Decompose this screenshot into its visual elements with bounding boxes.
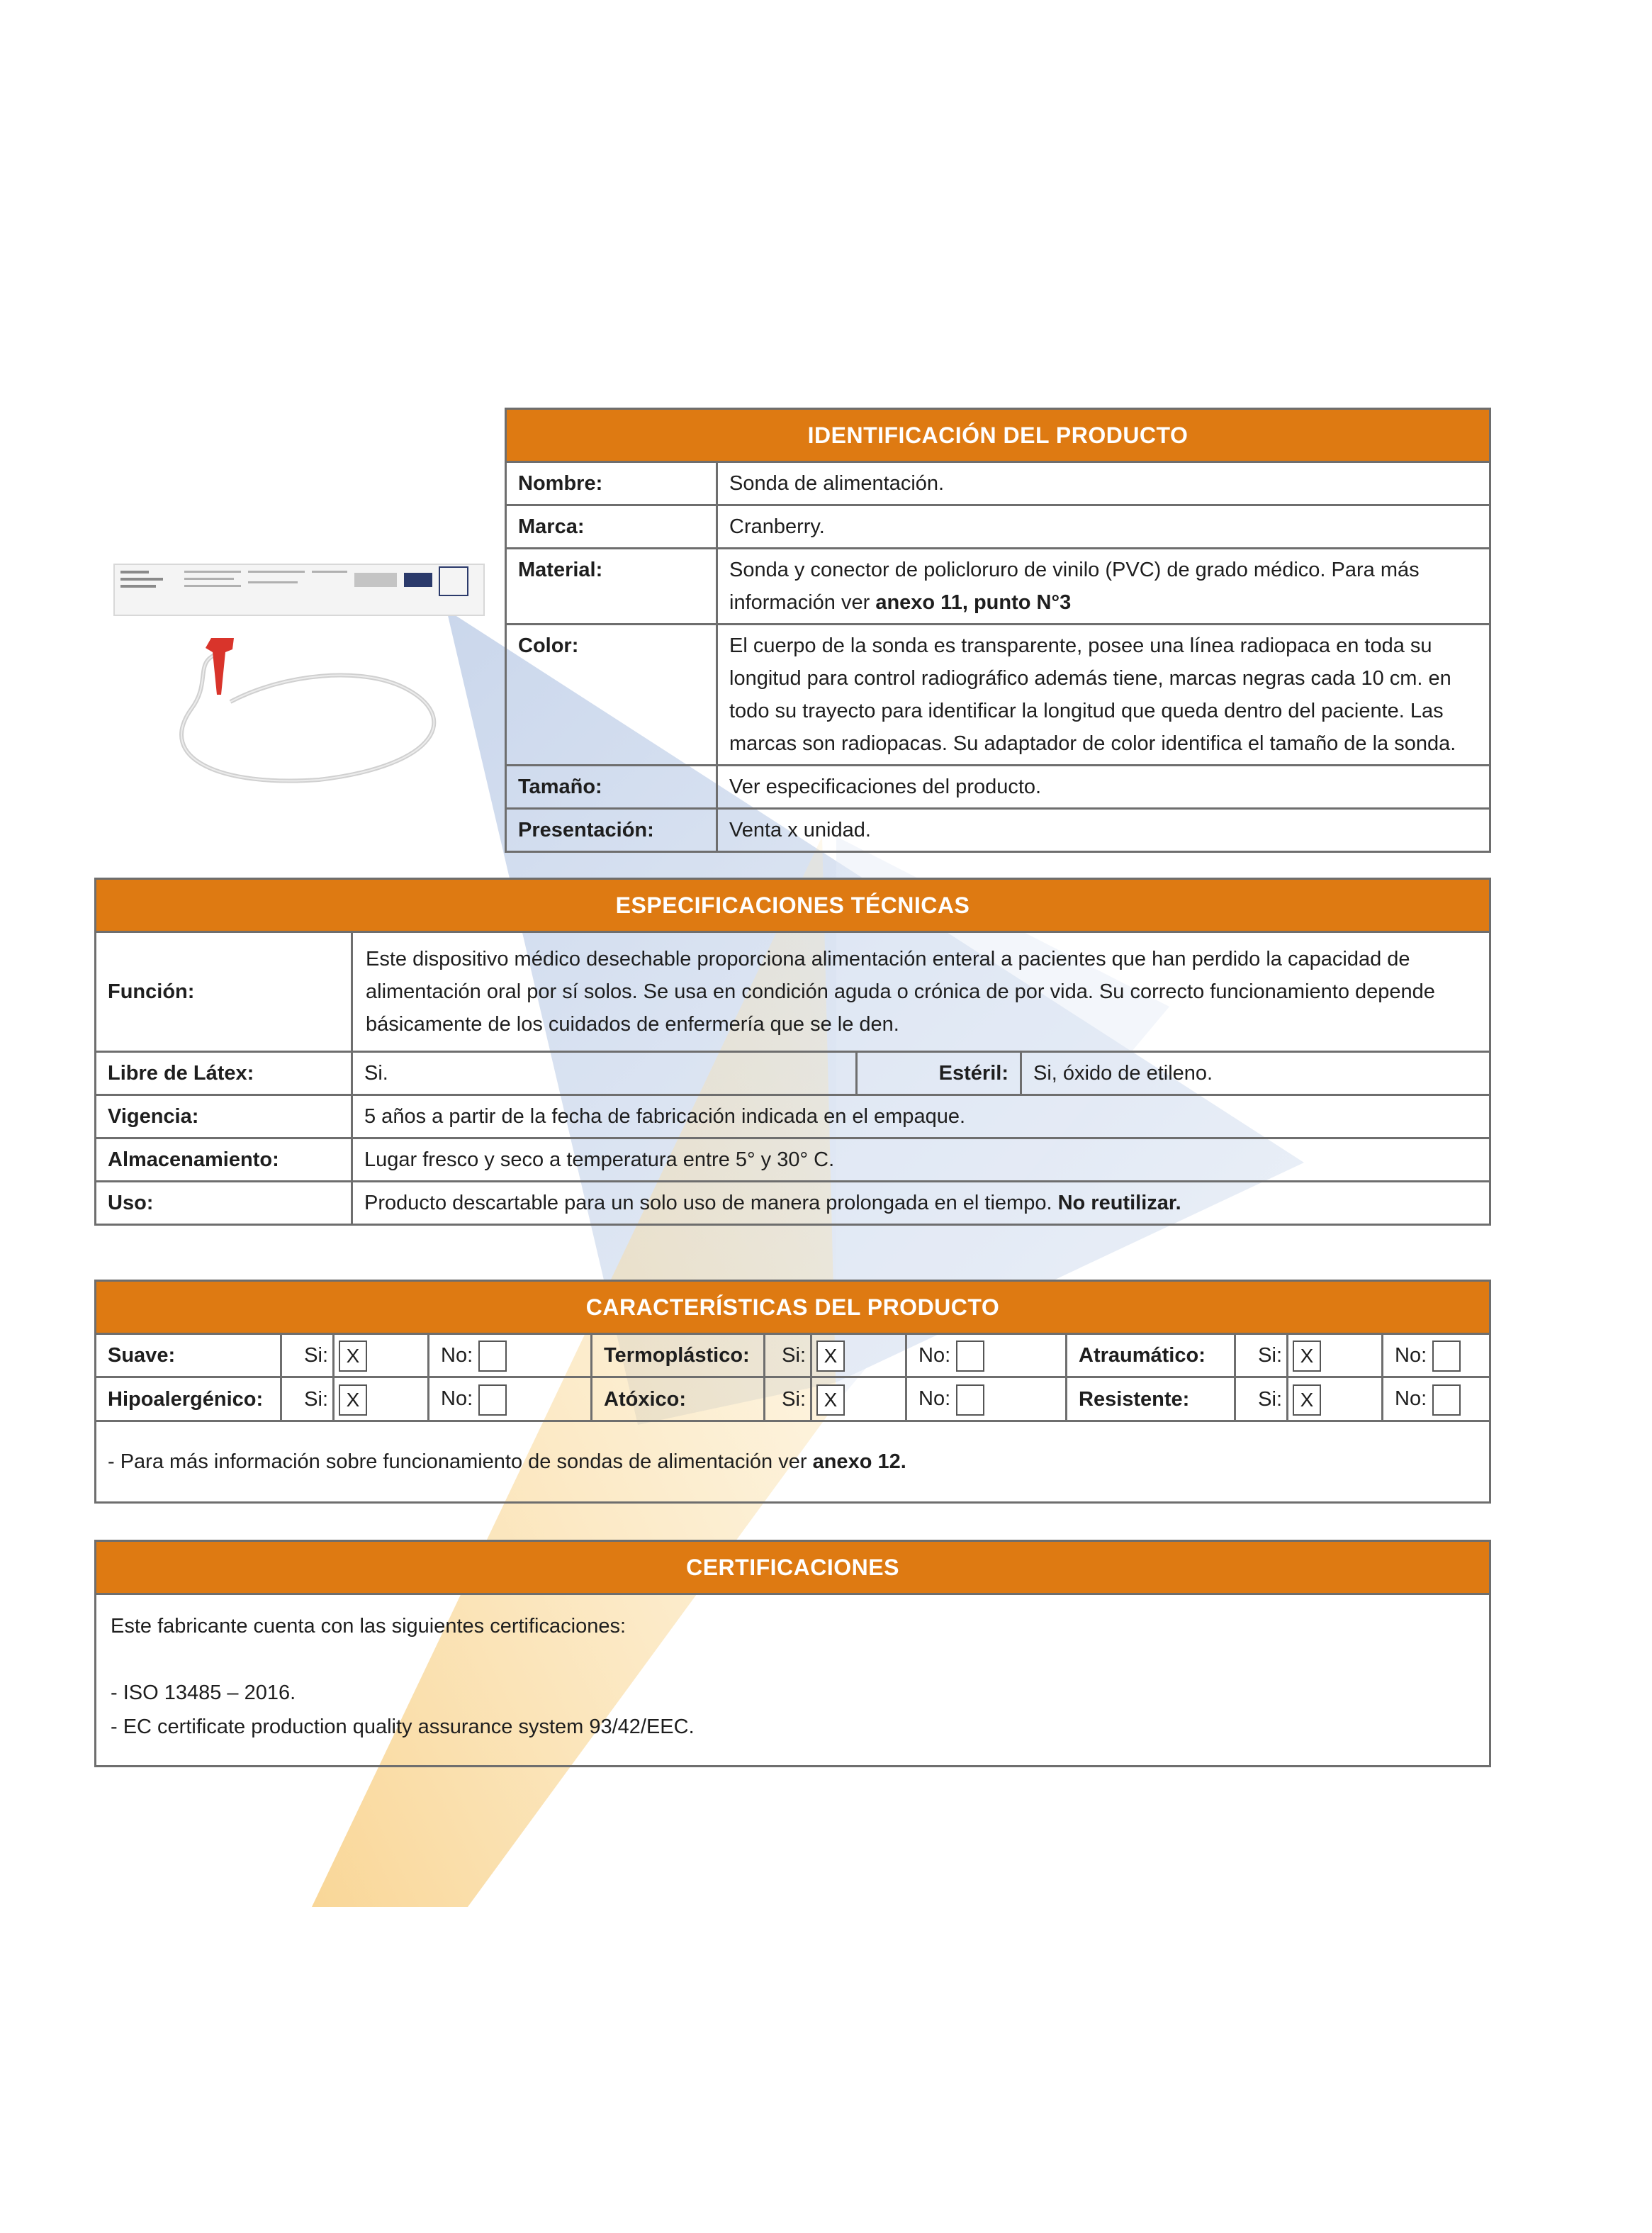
certificacion-item: - ISO 13485 – 2016. bbox=[111, 1681, 296, 1704]
no-label: No: bbox=[441, 1387, 473, 1411]
si-label: Si: bbox=[765, 1377, 811, 1421]
especificaciones-table bbox=[94, 878, 1491, 1226]
uso-text: Producto descartable para un solo uso de manera prolongada en el tiempo. bbox=[364, 1192, 1058, 1214]
no-cell bbox=[1383, 1377, 1490, 1421]
table-row bbox=[506, 625, 1490, 766]
funcion-label: Función: bbox=[96, 932, 352, 1052]
checkbox-box: X bbox=[816, 1384, 845, 1416]
no-cell bbox=[429, 1334, 592, 1377]
anexo-reference: anexo 11, punto N°3 bbox=[875, 591, 1072, 614]
atraumatico-label: Atraumático: bbox=[1067, 1334, 1235, 1377]
vigencia-label: Vigencia: bbox=[96, 1095, 352, 1138]
table-row bbox=[96, 1421, 1490, 1502]
no-checkbox[interactable] bbox=[1432, 1384, 1461, 1416]
table-row bbox=[96, 1182, 1490, 1225]
no-label: No: bbox=[918, 1344, 951, 1367]
tube-connector bbox=[206, 638, 234, 695]
latex-label: Libre de Látex: bbox=[96, 1052, 352, 1095]
si-checkbox[interactable] bbox=[811, 1334, 906, 1377]
table-row bbox=[96, 932, 1490, 1052]
almacen-label: Almacenamiento: bbox=[96, 1138, 352, 1182]
no-checkbox[interactable] bbox=[1432, 1341, 1461, 1372]
certificaciones-intro: Este fabricante cuenta con las siguientes certificaciones: bbox=[111, 1615, 626, 1638]
no-label: No: bbox=[1395, 1387, 1427, 1411]
uso-value bbox=[352, 1182, 1490, 1225]
row-value: Cranberry. bbox=[717, 505, 1490, 549]
row-value: Sonda de alimentación. bbox=[717, 462, 1490, 505]
table-row bbox=[96, 1334, 1490, 1377]
especificaciones-section bbox=[94, 878, 1491, 1226]
no-label: No: bbox=[441, 1344, 473, 1367]
latex-value: Si. bbox=[352, 1052, 857, 1095]
row-value bbox=[717, 549, 1490, 625]
suave-label: Suave: bbox=[96, 1334, 281, 1377]
anexo-12-link: anexo 12. bbox=[812, 1450, 906, 1473]
funcion-value: Este dispositivo médico desechable proporciona alimentación enteral a pacientes que han perdido la capacidad de alimentación oral por sí solos. Se usa en condición aguda o crónica de por vida. Su correcto funcionamiento depende básicamente de los cuidados de enfermería que se le den. bbox=[352, 932, 1490, 1052]
table-row bbox=[506, 505, 1490, 549]
caracteristicas-section bbox=[94, 1280, 1491, 1504]
no-checkbox[interactable] bbox=[956, 1384, 984, 1416]
hipoalergenico-label: Hipoalergénico: bbox=[96, 1377, 281, 1421]
product-image bbox=[106, 553, 489, 822]
no-cell bbox=[906, 1334, 1067, 1377]
section-title: CERTIFICACIONES bbox=[96, 1541, 1490, 1594]
no-checkbox[interactable] bbox=[478, 1384, 507, 1416]
identificacion-table bbox=[505, 408, 1491, 853]
note-text: - Para más información sobre funcionamiento de sondas de alimentación ver bbox=[108, 1450, 813, 1473]
no-cell bbox=[429, 1377, 592, 1421]
resistente-label: Resistente: bbox=[1067, 1377, 1235, 1421]
esteril-value: Si, óxido de etileno. bbox=[1021, 1052, 1490, 1095]
certificaciones-body bbox=[96, 1594, 1490, 1767]
table-row bbox=[96, 1377, 1490, 1421]
table-row bbox=[96, 1095, 1490, 1138]
si-checkbox[interactable] bbox=[334, 1334, 429, 1377]
caracteristicas-note bbox=[96, 1421, 1490, 1502]
table-row bbox=[96, 1594, 1490, 1767]
si-checkbox[interactable] bbox=[1288, 1377, 1383, 1421]
almacen-value: Lugar fresco y seco a temperatura entre 5° y 30° C. bbox=[352, 1138, 1490, 1182]
no-reutilizar: No reutilizar. bbox=[1057, 1192, 1181, 1214]
table-row bbox=[506, 462, 1490, 505]
row-label: Material: bbox=[506, 549, 717, 625]
table-row bbox=[506, 766, 1490, 809]
row-value: El cuerpo de la sonda es transparente, posee una línea radiopaca en toda su longitud para control radiográfico además tiene, marcas negras cada 10 cm. en todo su trayecto para identificar la longitud que queda dentro del paciente. Las marcas son radiopacas. Su adaptador de color identifica el tamaño de la sonda. bbox=[717, 625, 1490, 766]
certificacion-item: - EC certificate production quality assurance system 93/42/EEC. bbox=[111, 1716, 695, 1738]
si-label: Si: bbox=[1235, 1334, 1288, 1377]
si-label: Si: bbox=[765, 1334, 811, 1377]
section-title: IDENTIFICACIÓN DEL PRODUCTO bbox=[506, 409, 1490, 462]
row-label: Presentación: bbox=[506, 809, 717, 852]
si-checkbox[interactable] bbox=[334, 1377, 429, 1421]
si-label: Si: bbox=[281, 1377, 334, 1421]
row-label: Color: bbox=[506, 625, 717, 766]
atoxico-label: Atóxico: bbox=[592, 1377, 765, 1421]
table-row bbox=[96, 1138, 1490, 1182]
termoplastico-label: Termoplástico: bbox=[592, 1334, 765, 1377]
si-label: Si: bbox=[1235, 1377, 1288, 1421]
package-text-lines bbox=[120, 571, 149, 573]
table-row bbox=[96, 1052, 1490, 1095]
caracteristicas-table bbox=[94, 1280, 1491, 1504]
row-value: Venta x unidad. bbox=[717, 809, 1490, 852]
checkbox-box: X bbox=[339, 1384, 367, 1416]
table-row bbox=[506, 809, 1490, 852]
si-checkbox[interactable] bbox=[811, 1377, 906, 1421]
checkbox-box: X bbox=[1293, 1341, 1321, 1372]
material-text: Sonda y conector de policloruro de vinilo (PVC) de grado médico. Para más información ver bbox=[729, 559, 1420, 614]
certificaciones-section bbox=[94, 1540, 1491, 1767]
esteril-label: Estéril: bbox=[857, 1052, 1021, 1095]
certificaciones-table bbox=[94, 1540, 1491, 1767]
no-checkbox[interactable] bbox=[478, 1341, 507, 1372]
row-label: Marca: bbox=[506, 505, 717, 549]
identificacion-section bbox=[505, 408, 1491, 853]
no-cell bbox=[1383, 1334, 1490, 1377]
uso-label: Uso: bbox=[96, 1182, 352, 1225]
section-title: ESPECIFICACIONES TÉCNICAS bbox=[96, 879, 1490, 932]
checkbox-box: X bbox=[339, 1341, 367, 1372]
vigencia-value: 5 años a partir de la fecha de fabricación indicada en el empaque. bbox=[352, 1095, 1490, 1138]
section-title: CARACTERÍSTICAS DEL PRODUCTO bbox=[96, 1281, 1490, 1334]
row-label: Tamaño: bbox=[506, 766, 717, 809]
no-cell bbox=[906, 1377, 1067, 1421]
no-label: No: bbox=[1395, 1344, 1427, 1367]
si-label: Si: bbox=[281, 1334, 334, 1377]
row-value: Ver especificaciones del producto. bbox=[717, 766, 1490, 809]
checkbox-box: X bbox=[1293, 1384, 1321, 1416]
no-label: No: bbox=[918, 1387, 951, 1411]
no-checkbox[interactable] bbox=[956, 1341, 984, 1372]
row-label: Nombre: bbox=[506, 462, 717, 505]
checkbox-box: X bbox=[816, 1341, 845, 1372]
table-row bbox=[506, 549, 1490, 625]
si-checkbox[interactable] bbox=[1288, 1334, 1383, 1377]
